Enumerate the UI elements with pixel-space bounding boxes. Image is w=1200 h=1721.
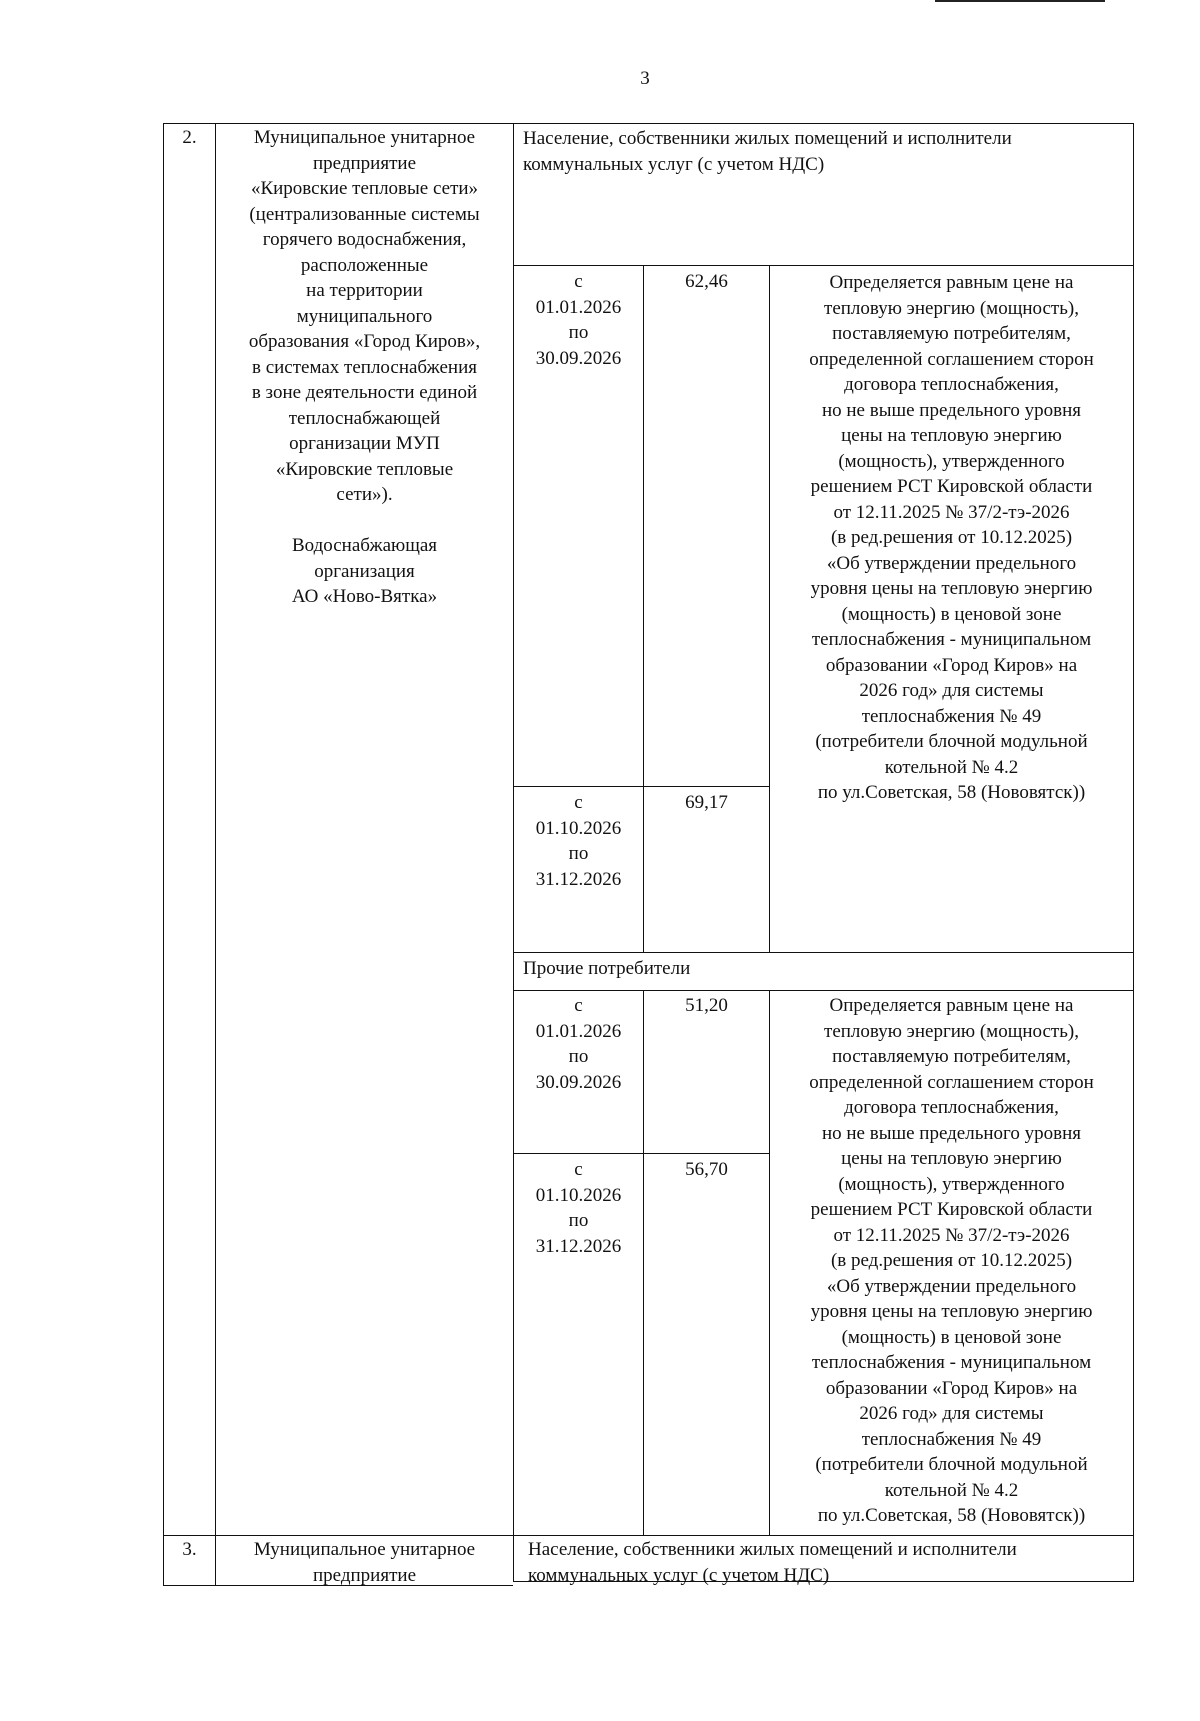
tariff-note-cell bbox=[770, 265, 1134, 952]
price-value: 56,70 bbox=[685, 1159, 728, 1180]
tariff-note-text: Определяется равным цене на тепловую энергию (мощность), поставляемую потребителям, определенной соглашением сторон договора теплоснабжения, но не выше предельного уровня цены на тепловую энергию (мощность), утвержденного решением РСТ Кировской области от 12.11.2025 № 37/2-тэ-2026 (в ред.решения от 10.12.2025) «Об утверждении предельного уровня цены на тепловую энергию (мощность) в ценовой зоне теплоснабжения - муниципальном образовании «Город Киров» на 2026 год» для системы теплоснабжения № 49 (потребители блочной модульной котельной № 4.2 по ул.Советская, 58 (Нововятск)) bbox=[809, 995, 1094, 1526]
organization-text: Муниципальное унитарное предприятие «Кировские тепловые сети» (централизованные системы горячего водоснабжения, расположенные на территории муниципального образования «Город Киров», в системах теплоснабжения в зоне деятельности единой теплоснабжающей организации МУП «Кировские тепловые сети»). Водоснабжающая организация АО «Ново-Вятка» bbox=[248, 127, 481, 607]
row-number: 3. bbox=[182, 1539, 197, 1560]
value-cell bbox=[643, 1153, 770, 1536]
period-cell bbox=[513, 265, 643, 786]
group-header-text: Прочие потребители bbox=[523, 958, 691, 979]
period-cell bbox=[513, 990, 643, 1153]
group-header-text: Население, собственники жилых помещений и исполнители коммунальных услуг (с учетом НДС) bbox=[523, 128, 1012, 175]
page-number: 3 bbox=[640, 68, 650, 89]
organization-text: Муниципальное унитарное предприятие bbox=[253, 1539, 476, 1586]
group-header-population bbox=[513, 123, 1134, 265]
row-number-cell bbox=[163, 1536, 216, 1586]
period-text: с 01.01.2026 по 30.09.2026 bbox=[535, 271, 622, 369]
value-cell bbox=[643, 265, 770, 786]
period-text: с 01.10.2026 по 31.12.2026 bbox=[535, 1159, 622, 1257]
row-number-cell bbox=[163, 123, 216, 1536]
price-value: 69,17 bbox=[685, 792, 728, 813]
value-cell bbox=[643, 786, 770, 952]
organization-cell bbox=[216, 1536, 513, 1586]
organization-cell bbox=[216, 123, 513, 1536]
row-number: 2. bbox=[182, 127, 197, 148]
group-header-population bbox=[513, 1536, 1134, 1586]
value-cell bbox=[643, 990, 770, 1153]
period-text: с 01.01.2026 по 30.09.2026 bbox=[535, 995, 622, 1093]
price-value: 51,20 bbox=[685, 995, 728, 1016]
tariff-note-text: Определяется равным цене на тепловую энергию (мощность), поставляемую потребителям, определенной соглашением сторон договора теплоснабжения, но не выше предельного уровня цены на тепловую энергию (мощность), утвержденного решением РСТ Кировской области от 12.11.2025 № 37/2-тэ-2026 (в ред.решения от 10.12.2025) «Об утверждении предельного уровня цены на тепловую энергию (мощность) в ценовой зоне теплоснабжения - муниципальном образовании «Город Киров» на 2026 год» для системы теплоснабжения № 49 (потребители блочной модульной котельной № 4.2 по ул.Советская, 58 (Нововятск)) bbox=[809, 272, 1094, 803]
period-cell bbox=[513, 786, 643, 952]
price-value: 62,46 bbox=[685, 271, 728, 292]
tariff-note-cell bbox=[770, 990, 1134, 1536]
period-text: с 01.10.2026 по 31.12.2026 bbox=[535, 792, 622, 890]
top-edge-rule bbox=[935, 0, 1105, 2]
group-header-other-consumers bbox=[513, 952, 1134, 990]
period-cell bbox=[513, 1153, 643, 1536]
group-header-text: Население, собственники жилых помещений и исполнители коммунальных услуг (с учетом НДС) bbox=[528, 1539, 1017, 1586]
